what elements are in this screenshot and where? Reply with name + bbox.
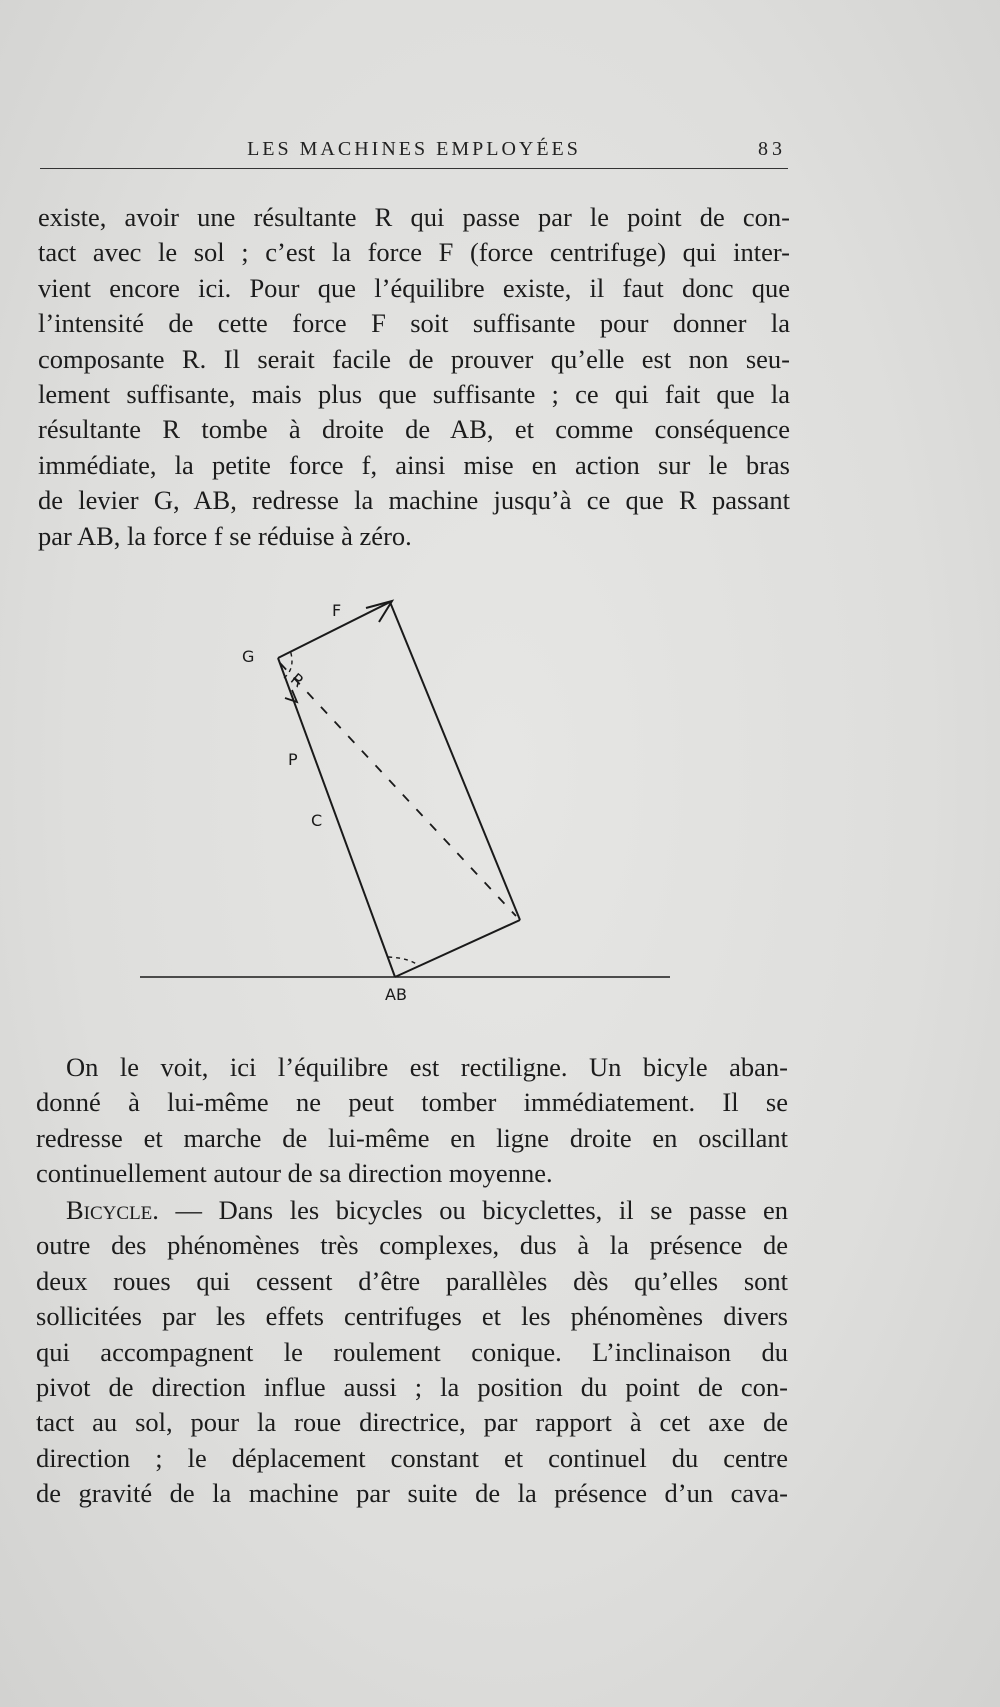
- label-ab: AB: [385, 985, 407, 1004]
- text-line: tact avec le sol ; c’est la force F (force centrifuge) qui inter-: [38, 237, 790, 268]
- text-line: de gravité de la machine par suite de la présence d’un cava-: [36, 1478, 788, 1509]
- frame-bottom-edge: [395, 920, 520, 977]
- text-line: continuellement autour de sa direction moyenne.: [36, 1158, 553, 1189]
- text-line: On le voit, ici l’équilibre est rectiligne. Un bicyle aban-: [66, 1052, 788, 1082]
- section-heading-bicycle: Bicycle.: [66, 1195, 159, 1225]
- frame-right-edge: [390, 602, 520, 920]
- text-line: direction ; le déplacement constant et continuel du centre: [36, 1442, 788, 1473]
- text-line: [36, 1193, 788, 1228]
- text-line: composante R. Il serait facile de prouver qu’elle est non seu-: [38, 343, 790, 374]
- force-diagram-svg: [140, 590, 680, 1010]
- text-line: sollicitées par les effets centrifuges et les phénomènes divers: [36, 1301, 788, 1332]
- text-line: par AB, la force f se réduise à zéro.: [38, 520, 412, 551]
- text-line: qui accompagnent le roulement conique. L’inclinaison du: [36, 1336, 788, 1367]
- force-diagram: [140, 590, 680, 1010]
- label-c: C: [311, 811, 323, 830]
- angle-arc-ab: [388, 957, 419, 966]
- paragraph-bicycle: [36, 1193, 788, 1512]
- text-line: redresse et marche de lui-même en ligne droite en oscillant: [36, 1122, 788, 1153]
- text-span: — Dans les bicycles ou bicyclettes, il se passe en: [158, 1195, 788, 1225]
- running-head: [40, 138, 788, 169]
- label-g: G: [242, 647, 255, 666]
- text-line: lement suffisante, mais plus que suffisante ; ce qui fait que la: [38, 379, 790, 410]
- text-line: deux roues qui cessent d’être parallèles dès qu’elles sont: [36, 1265, 788, 1296]
- paragraph-rectilinear: [36, 1050, 788, 1192]
- resultant-dashed-line: [280, 663, 516, 916]
- running-title: LES MACHINES EMPLOYÉES: [247, 138, 581, 160]
- text-line: existe, avoir une résultante R qui passe par le point de con-: [38, 202, 790, 232]
- text-line: tact au sol, pour la roue directrice, par rapport à cet axe de: [36, 1407, 788, 1438]
- label-f: F: [332, 601, 342, 620]
- frame-left-edge: [278, 658, 395, 977]
- text-line: immédiate, la petite force f, ainsi mise en action sur le bras: [38, 449, 790, 480]
- text-line: donné à lui-même ne peut tomber immédiatement. Il se: [36, 1087, 788, 1118]
- text-line: pivot de direction influe aussi ; la position du point de con-: [36, 1372, 788, 1403]
- page-number: 83: [758, 138, 786, 160]
- label-r: R: [286, 669, 308, 691]
- text-line: l’intensité de cette force F soit suffisante pour donner la: [38, 308, 790, 339]
- text-line: vient encore ici. Pour que l’équilibre existe, il faut donc que: [38, 272, 790, 303]
- paragraph-equilibrium: [38, 200, 790, 554]
- text-line: outre des phénomènes très complexes, dus à la présence de: [36, 1230, 788, 1261]
- text-line: de levier G, AB, redresse la machine jusqu’à ce que R passant: [38, 485, 790, 516]
- text-line: résultante R tombe à droite de AB, et comme conséquence: [38, 414, 790, 445]
- label-p: P: [288, 750, 298, 769]
